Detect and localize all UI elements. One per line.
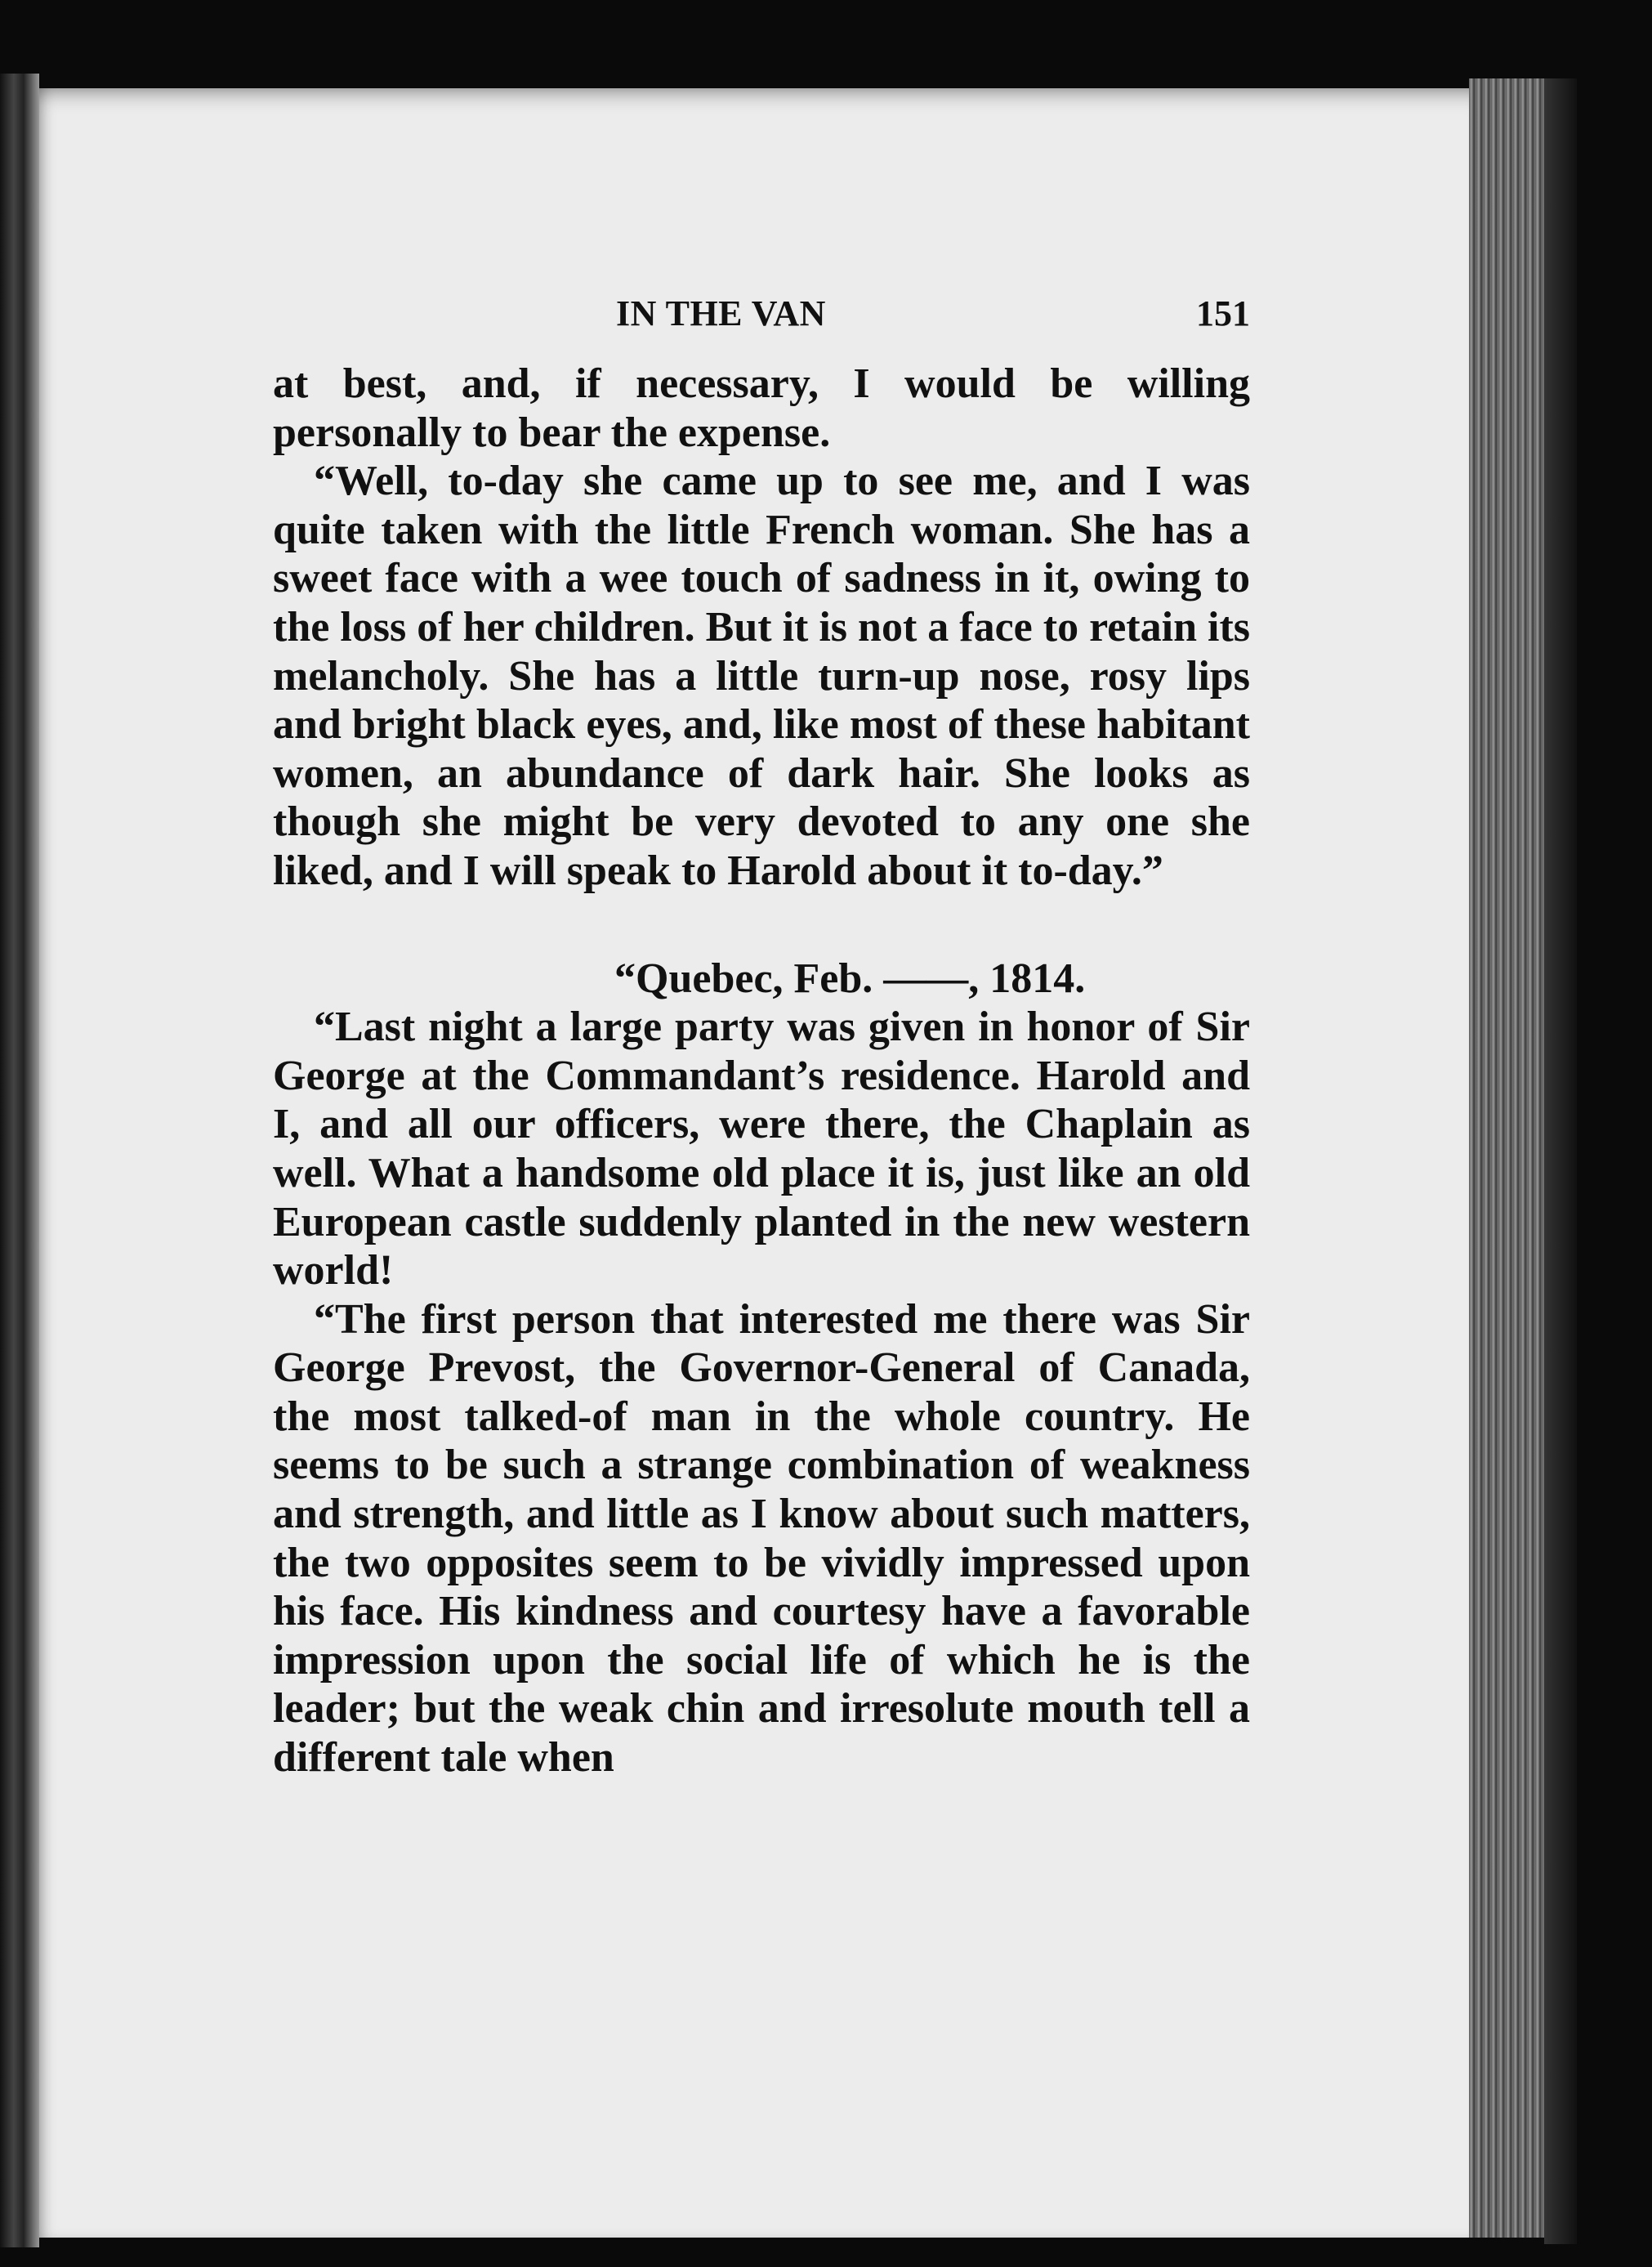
letter-dateline: “Quebec, Feb. ——, 1814. <box>614 955 1086 1002</box>
paragraph-continued: at best, and, if necessary, I would be willing personally to bear the expense. <box>273 360 1250 456</box>
paragraph: “Well, to-day she came up to see me, and I was quite taken with the little French woman. She has a sweet face with a wee touch of sadness in it, owing to the loss of her children. But it is not a face to retain its melancholy. She has a little turn-up nose, rosy lips and bright black eyes, and, like most of these habitant women, an abundance of dark hair. She looks as though she might be very devoted to any one she liked, and I will speak to Harold about it to-day.” <box>273 458 1250 894</box>
paragraph: “Last night a large party was given in honor of Sir George at the Commandant’s residence. Harold and I, and all our officers, were there, the Chaplain as well. What a handsome old place it is, just like an old European castle suddenly planted in the new western world! <box>273 1004 1250 1294</box>
page-stack-edge <box>1469 78 1544 2244</box>
book-gutter-edge <box>0 74 39 2247</box>
page-number: 151 <box>1196 293 1250 333</box>
running-header <box>273 293 1250 342</box>
running-title: IN THE VAN <box>616 293 826 333</box>
book-cover-edge <box>1544 78 1577 2244</box>
body-text <box>273 360 1250 1782</box>
bottom-shadow <box>39 2238 1544 2267</box>
paragraph: “The first person that interested me there was Sir George Prevost, the Governor-General of Canada, the most talked-of man in the whole country. He seems to be such a strange combination of weakness and strength, and little as I know about such matters, the two opposites seem to be vividly impressed upon his face. His kindness and courtesy have a favorable impression upon the social life of which he is the leader; but the weak chin and irresolute mouth tell a different tale when <box>273 1295 1250 1782</box>
